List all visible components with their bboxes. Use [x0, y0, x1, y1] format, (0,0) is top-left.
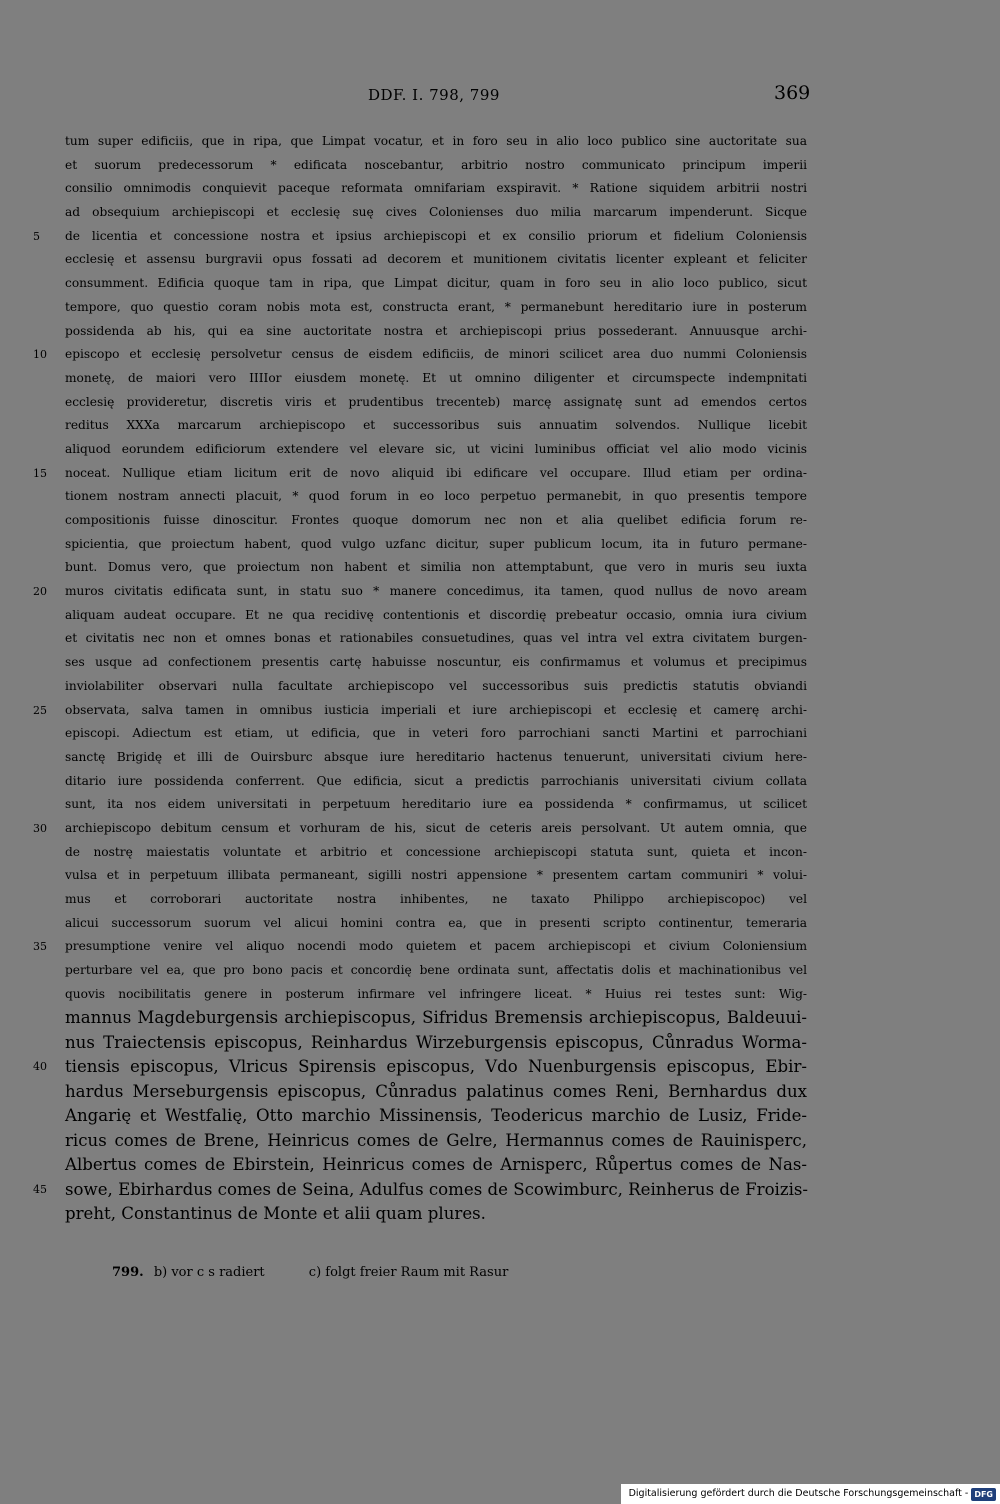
line-text: episcopo et ecclesię persolvetur census de eisdem edificiis, de minori scilicet area duo nummi Coloniensis [65, 347, 807, 362]
footnote-c: c) folgt freier Raum mit Rasur [308, 1265, 509, 1280]
line-text: tiensis episcopus, Vlricus Spirensis episcopus, Vdo Nuenburgensis episcopus, Ebir- [65, 1057, 807, 1077]
text-line [33, 225, 807, 249]
line-text: et suorum predecessorum * edificata noscebantur, arbitrio nostro communicato principum imperii [65, 157, 807, 172]
line-number: 30 [33, 821, 47, 835]
text-line [65, 912, 807, 936]
credit-text: Digitalisierung gefördert durch die Deutsche Forschungsgemeinschaft - [628, 1488, 969, 1499]
line-text: Angarię et Westfalię, Otto marchio Missinensis, Teodericus marchio de Lusiz, Fride- [65, 1106, 807, 1126]
line-text: presumptione venire vel aliquo nocendi modo quietem et pacem archiepiscopi et civium Coloniensium [65, 939, 807, 954]
dfg-logo: DFG [971, 1488, 996, 1501]
line-text: sowe, Ebirhardus comes de Seina, Adulfus comes de Scowimburc, Reinherus de Froizis- [65, 1179, 809, 1199]
text-line [65, 272, 807, 296]
line-text: consumment. Edificia quoque tam in ripa, que Limpat dicitur, quam in foro seu in alio loco publico, sicut [65, 276, 807, 291]
line-text: preht, Constantinus de Monte et alii quam plures. [65, 1204, 486, 1224]
line-text: de licentia et concessione nostra et ipsius archiepiscopi et ex consilio priorum et fidelium Coloniensis [65, 228, 807, 243]
line-text: compositionis fuisse dinoscitur. Frontes quoque domorum nec non et alia quelibet edificia forum re- [65, 513, 807, 527]
text-line [33, 1178, 809, 1203]
text-line [65, 130, 807, 154]
line-text: sunt, ita nos eidem universitati in perpetuum hereditario iure ea possidenda * confirmamus, ut scilicet [65, 797, 807, 812]
text-line [65, 533, 807, 557]
text-line [65, 438, 807, 462]
line-text: ad obsequium archiepiscopi et ecclesię suę cives Colonienses duo milia marcarum impenderunt. Sicque [65, 205, 807, 220]
text-line [65, 627, 807, 651]
footnotes [112, 1265, 548, 1280]
line-text: reditus XXXa marcarum archiepiscopo et successoribus suis annuatim solvendos. Nullique licebit [65, 418, 807, 433]
line-text: observata, salva tamen in omnibus iusticia imperiali et iure archiepiscopi et ecclesię et camerę archi- [65, 702, 807, 717]
text-line [65, 675, 807, 699]
line-number: 5 [33, 229, 40, 243]
text-line [65, 320, 807, 344]
text-line [65, 722, 807, 746]
line-text: consilio omnimodis conquievit paceque reformata omnifariam exspiravit. * Ratione siquidem arbitrii nostri [65, 181, 807, 196]
text-line [65, 651, 807, 675]
line-text: archiepiscopo debitum censum et vorhuram de his, sicut de ceteris areis persolvant. Ut autem omnia, que [65, 820, 807, 835]
footnote-b: b) vor c s radiert [153, 1265, 265, 1280]
text-line [65, 1202, 807, 1227]
text-line [65, 604, 807, 628]
text-line [33, 462, 807, 486]
line-text: ecclesię provideretur, discretis viris et prudentibus trecenteb) marcę assignatę sunt ad emendos certos [65, 394, 807, 409]
text-line [65, 177, 807, 201]
text-line [65, 746, 807, 770]
line-text: ditario iure possidenda conferrent. Que edificia, sicut a predictis parrochianis universitati civium collata [65, 773, 807, 788]
line-text: hardus Merseburgensis episcopus, Cůnradus palatinus comes Reni, Bernhardus dux [65, 1081, 807, 1101]
text-line [65, 959, 807, 983]
line-text: spicientia, que proiectum habent, quod vulgo uzfanc dicitur, super publicum locum, ita in futuro permane- [65, 536, 807, 551]
text-line [33, 580, 807, 604]
running-head [0, 82, 1000, 110]
line-text: tionem nostram annecti placuit, * quod forum in eo loco perpetuo permanebit, in quo presentis tempore [65, 489, 807, 504]
text-line [65, 248, 807, 272]
line-text: possidenda ab his, qui ea sine auctoritate nostra et archiepiscopi prius possederant. Annuusque archi- [65, 323, 807, 338]
text-line [65, 841, 807, 865]
line-text: et civitatis nec non et omnes bonas et rationabiles consuetudines, quas vel intra vel extra civitatem burgen- [65, 631, 807, 646]
line-text: vulsa et in perpetuum illibata permaneant, sigilli nostri appensione * presentem cartam communiri * volui- [65, 868, 807, 883]
text-line [65, 793, 807, 817]
line-number: 20 [33, 585, 47, 599]
line-number: 45 [33, 1182, 47, 1196]
line-number: 15 [33, 466, 47, 480]
line-text: sanctę Brigidę et illi de Ouirsburc absque iure hereditario hactenus tenuerunt, universitati civium here- [65, 749, 807, 764]
text-line [65, 1129, 807, 1154]
text-line [65, 770, 807, 794]
text-line [33, 817, 807, 841]
text-line [65, 1006, 807, 1031]
text-line [65, 983, 807, 1007]
footnote-reference: 799. [112, 1265, 144, 1280]
line-text: alicui successorum suorum vel alicui homini contra ea, que in presenti scripto continentur, temeraria [65, 915, 807, 930]
line-number: 35 [33, 940, 47, 954]
line-text: ecclesię et assensu burgravii opus fossati ad decorem et munitionem civitatis licenter expleant et feliciter [65, 252, 807, 267]
line-number: 10 [33, 348, 47, 362]
line-text: aliquam audeat occupare. Et ne qua recidivę contentionis et discordię prebeatur occasio, omnia iura civium [65, 607, 807, 622]
text-line [33, 699, 807, 723]
text-line [65, 888, 807, 912]
line-text: tum super edificiis, que in ripa, que Limpat vocatur, et in foro seu in alio loco publico sine auctoritate sua [65, 134, 807, 148]
line-text: Albertus comes de Ebirstein, Heinricus comes de Arnisperc, Růpertus comes de Nas- [65, 1155, 807, 1175]
text-line [65, 391, 807, 415]
text-line [65, 1153, 807, 1178]
text-line [33, 1055, 807, 1080]
line-text: bunt. Domus vero, que proiectum non habent et similia non attemptabunt, que vero in muris seu iuxta [65, 560, 807, 575]
line-text: tempore, quo questio coram nobis mota est, constructa erant, * permanebunt hereditario iure in posterum [65, 299, 807, 314]
line-text: monetę, de maiori vero IIIIor eiusdem monetę. Et ut omnino diligenter et circumspecte indempnitati [65, 370, 807, 385]
line-text: nus Traiectensis episcopus, Reinhardus Wirzeburgensis episcopus, Cůnradus Worma- [65, 1032, 807, 1052]
line-text: ricus comes de Brene, Heinricus comes de Gelre, Hermannus comes de Rauinisperc, [65, 1130, 807, 1150]
text-line [33, 343, 807, 367]
line-text: episcopi. Adiectum est etiam, ut edificia, que in veteri foro parrochiani sancti Martini et parrochiani [65, 726, 807, 741]
text-line [65, 414, 807, 438]
line-number: 25 [33, 703, 47, 717]
running-title: DDF. I. 798, 799 [368, 86, 500, 104]
line-text: ses usque ad confectionem presentis cartę habuisse noscuntur, eis confirmamus et volumus et precipimus [65, 655, 807, 670]
line-text: muros civitatis edificata sunt, in statu suo * manere concedimus, ita tamen, quod nullus de novo aream [65, 584, 807, 599]
body-text [33, 130, 809, 1227]
line-text: mannus Magdeburgensis archiepiscopus, Sifridus Bremensis archiepiscopus, Baldeuui- [65, 1008, 807, 1028]
text-line [65, 1031, 807, 1056]
line-text: mus et corroborari auctoritate nostra inhibentes, ne taxato Philippo archiepiscopoc) vel [65, 892, 807, 906]
text-line [65, 509, 807, 533]
line-text: aliquod eorundem edificiorum extendere vel elevare sic, ut vicini luminibus officiat vel alio modo vicinis [65, 441, 807, 456]
page-number: 369 [774, 82, 811, 104]
text-line [65, 154, 807, 178]
text-line [65, 485, 807, 509]
text-line [33, 935, 807, 959]
line-number: 40 [33, 1060, 47, 1074]
text-line [65, 864, 807, 888]
line-text: inviolabiliter observari nulla facultate archiepiscopo vel successoribus suis predictis statutis obviandi [65, 678, 807, 693]
line-text: de nostrę maiestatis voluntate et arbitrio et concessione archiepiscopi statuta sunt, quieta et incon- [65, 844, 807, 859]
text-line [65, 1104, 807, 1129]
line-text: quovis nocibilitatis genere in posterum infirmare vel infringere liceat. * Huius rei testes sunt: Wig- [65, 986, 807, 1001]
line-text: perturbare vel ea, que pro bono pacis et concordię bene ordinata sunt, affectatis dolis et machinationibus vel [65, 963, 807, 978]
line-text: noceat. Nullique etiam licitum erit de novo aliquid ibi edificare vel occupare. Illud etiam per ordina- [65, 465, 807, 480]
text-line [65, 201, 807, 225]
text-line [65, 296, 807, 320]
text-line [65, 556, 807, 580]
text-line [65, 1080, 807, 1105]
text-line [65, 367, 807, 391]
funding-credit [621, 1484, 1000, 1504]
